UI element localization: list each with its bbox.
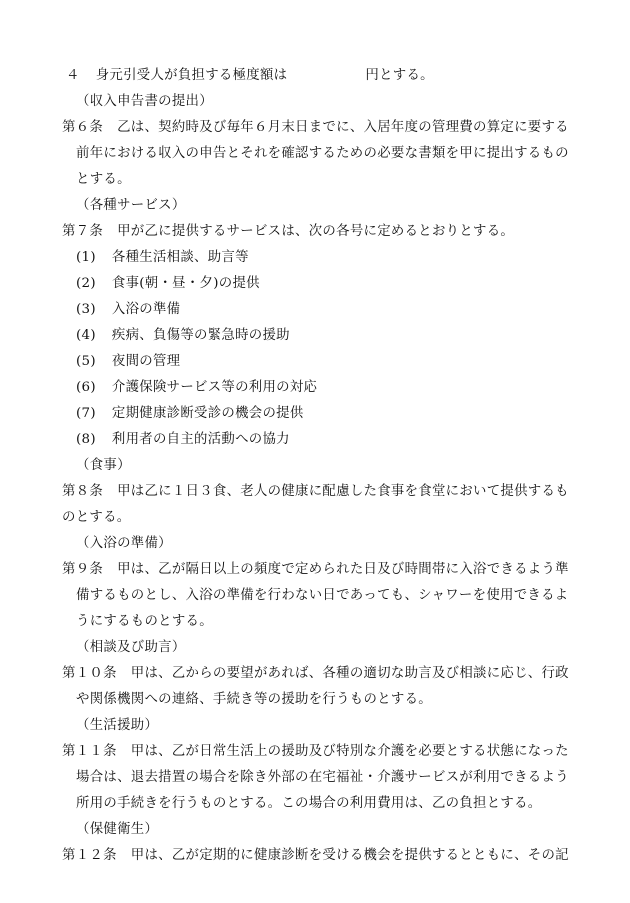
clause-item-4 bbox=[66, 66, 434, 86]
article-8-line-2: のとする。 bbox=[62, 510, 131, 525]
article-12-heading: （保健衛生） bbox=[76, 822, 159, 837]
list-item-text: 定期健康診断受診の機会の提供 bbox=[111, 406, 304, 421]
list-item bbox=[76, 248, 249, 268]
article-7-line-1 bbox=[62, 222, 514, 242]
article-text: 甲が乙に提供するサービスは、次の各号に定めるとおりとする。 bbox=[117, 224, 515, 239]
article-10-line-2: や関係機関への連絡、手続き等の援助を行うものとする。 bbox=[76, 692, 432, 707]
article-10-heading: （相談及び助言） bbox=[76, 640, 186, 655]
list-item-number: (4) bbox=[76, 328, 96, 343]
article-7-heading: （各種サービス） bbox=[76, 198, 186, 213]
article-8-heading: （食事） bbox=[76, 458, 131, 473]
article-6-line-2: 前年における収入の申告とそれを確認するための必要な書類を甲に提出するもの bbox=[76, 146, 569, 161]
article-9-line-1 bbox=[62, 560, 569, 580]
item-suffix: 円とする。 bbox=[365, 68, 434, 83]
article-text: 甲は、乙が隔日以上の頻度で定められた日及び時間帯に入浴できるよう準 bbox=[117, 562, 569, 577]
item-text: 身元引受人が負担する極度額は bbox=[95, 68, 288, 83]
list-item-text: 夜間の管理 bbox=[111, 354, 181, 369]
article-6-line-1 bbox=[62, 118, 569, 138]
article-8-line-1 bbox=[62, 482, 569, 502]
article-label: 第９条 bbox=[62, 562, 104, 577]
article-text: 甲は、乙が日常生活上の援助及び特別な介護を必要とする状態になった bbox=[130, 744, 569, 759]
list-item bbox=[76, 300, 180, 320]
article-6-heading: （収入申告書の提出） bbox=[76, 94, 213, 109]
article-11-line-1 bbox=[62, 742, 569, 762]
article-text: 乙は、契約時及び毎年６月末日までに、入居年度の管理費の算定に要する bbox=[117, 120, 569, 135]
list-item-text: 食事(朝・昼・夕)の提供 bbox=[111, 276, 260, 291]
list-item-text: 疾病、負傷等の緊急時の援助 bbox=[111, 328, 290, 343]
list-item-text: 利用者の自主的活動への協力 bbox=[111, 432, 290, 447]
article-label: 第８条 bbox=[62, 484, 104, 499]
list-item bbox=[76, 326, 290, 346]
article-11-line-2: 場合は、退去措置の場合を除き外部の在宅福祉・介護サービスが利用できるよう bbox=[76, 770, 569, 785]
article-9-heading: （入浴の準備） bbox=[76, 536, 172, 551]
list-item bbox=[76, 378, 317, 398]
article-text: 甲は乙に１日３食、老人の健康に配慮した食事を食堂において提供するも bbox=[117, 484, 569, 499]
list-item bbox=[76, 430, 290, 450]
list-item-number: (1) bbox=[76, 250, 96, 265]
article-text: 甲は、乙からの要望があれば、各種の適切な助言及び相談に応じ、行政 bbox=[130, 666, 569, 681]
article-6-line-3: とする。 bbox=[76, 172, 131, 187]
article-label: 第１０条 bbox=[62, 666, 117, 681]
article-text: 甲は、乙が定期的に健康診断を受ける機会を提供するとともに、その記 bbox=[130, 848, 569, 863]
article-label: 第１２条 bbox=[62, 848, 117, 863]
list-item-number: (2) bbox=[76, 276, 96, 291]
list-item-number: (8) bbox=[76, 432, 96, 447]
list-item-number: (5) bbox=[76, 354, 96, 369]
list-item bbox=[76, 352, 180, 372]
list-item-number: (3) bbox=[76, 302, 96, 317]
list-item-text: 介護保険サービス等の利用の対応 bbox=[111, 380, 318, 395]
item-number: ４ bbox=[66, 68, 80, 83]
article-11-line-3: 所用の手続きを行うものとする。この場合の利用費用は、乙の負担とする。 bbox=[76, 796, 542, 811]
article-12-line-1 bbox=[62, 846, 569, 866]
list-item-text: 入浴の準備 bbox=[111, 302, 181, 317]
article-10-line-1 bbox=[62, 664, 569, 684]
article-label: 第７条 bbox=[62, 224, 104, 239]
article-9-line-2: 備するものとし、入浴の準備を行わない日であっても、シャワーを使用できるよ bbox=[76, 588, 569, 603]
article-label: 第６条 bbox=[62, 120, 104, 135]
article-9-line-3: うにするものとする。 bbox=[76, 614, 213, 629]
list-item-text: 各種生活相談、助言等 bbox=[111, 250, 249, 265]
list-item bbox=[76, 404, 304, 424]
article-11-heading: （生活援助） bbox=[76, 718, 159, 733]
list-item-number: (6) bbox=[76, 380, 96, 395]
list-item-number: (7) bbox=[76, 406, 96, 421]
article-label: 第１１条 bbox=[62, 744, 117, 759]
list-item bbox=[76, 274, 260, 294]
